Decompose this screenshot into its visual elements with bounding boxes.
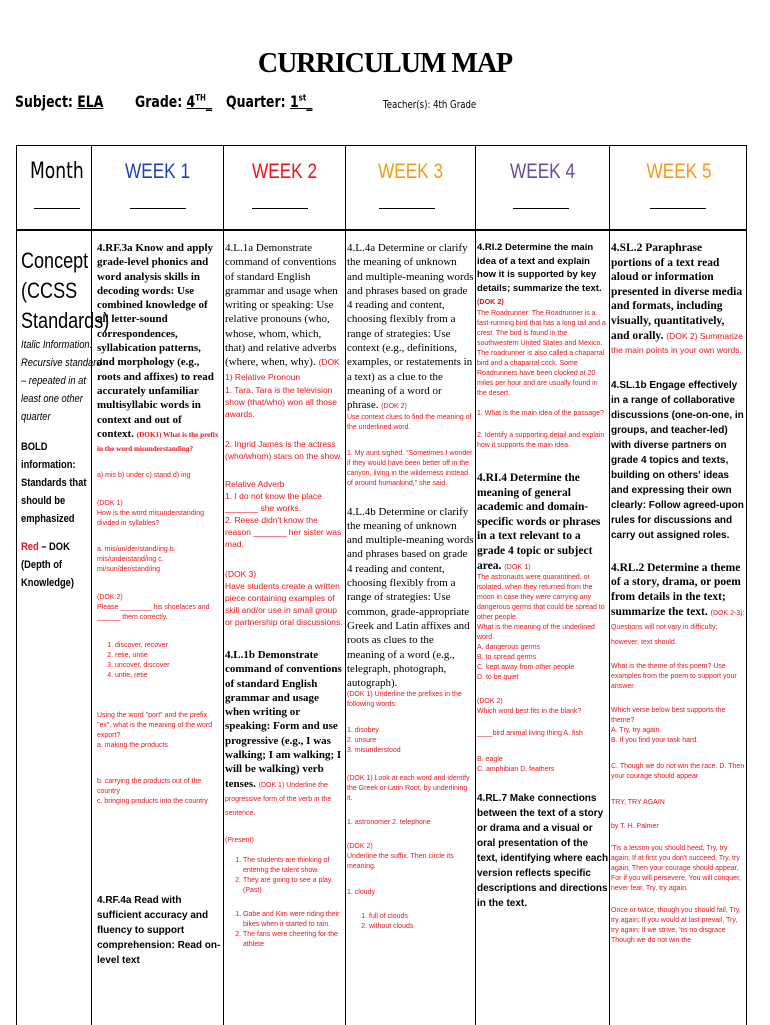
w3-q6: 1. cloudy [347, 889, 376, 897]
teacher-field: Teacher(s): 4th Grade [383, 98, 477, 111]
week5-header: WEEK 5 [646, 160, 712, 183]
w5-standard-rl2: 4.RL.2 Determine a theme of a story, drama, or poem from details in the text; summarize the text. (DOK 2-3): Questions will not vary in difficulty; however, text should. [611, 561, 745, 646]
w4-q2: 2. Identify a supporting detail and explain how it supports the main idea. [477, 431, 605, 449]
w3-standard-l4a: 4.L.4a Determine or clarify the meaning of unknown and multiple-meaning words and phrases based on grade 4 reading and content, choosing flexibly from a range of strategies: Use context (e.g., definitions, examples, or restatements in a text) as a clue to the meaning of a word or phrase. (DOK 2) [347, 242, 474, 412]
w1-dok1b: (DOK 1) [97, 500, 123, 508]
w1-answers-1: a) mis b) under c) stand d) ing [97, 472, 191, 480]
w2-present: (Present) [225, 836, 254, 844]
week2-cell [225, 241, 343, 1021]
italic-legend: Italic Information: Recursive standard – repeated in at least one other quarter [21, 339, 102, 423]
w3-q2: 1. My aunt sighed. "Sometimes I wonder if they would have been better off in the canyon, living in the wilderness instead of around humankind," she said. [347, 449, 473, 487]
red-legend: Red – DOK (Depth of Knowledge) [21, 541, 74, 589]
w4-opt-b: B. to spread germs [477, 654, 537, 662]
w3-q5: Underline the suffix. Then circle its meaning. [347, 853, 454, 871]
w3-options: 1. full of clouds 2. without clouds [347, 912, 474, 932]
month-header: Month [30, 159, 84, 184]
w1-standard-rf4a: 4.RF.4a Read with sufficient accuracy and fluency to support comprehension: Read on-level text [97, 895, 221, 967]
w2-q1: 1. Tara, Tara is the television show (that/who) won all those awards. [225, 384, 337, 419]
w3-words2: 1. astronomer 2. telephone [347, 819, 431, 827]
w5-q2: Which verse below best supports the theme? [611, 707, 726, 725]
w1-q3: Using the word "port" and the prefix "ex", what is the meaning of the word export? [97, 712, 213, 740]
w4-q5: ____bird animal living thing A. fish [477, 730, 583, 738]
w3-standard-l4b: 4.L.4b Determine or clarify the meaning of unknown and multiple-meaning words and phrases based on grade 4 reading and content, choosing flexibly from a range of strategies: Use common, grade-appropriate Greek and Latin affixes and roots as clues to the meaning of a word (e.g., telegraph, photograph, autograph). [347, 505, 474, 690]
subject-field: Subject: ELA [15, 92, 104, 111]
w5-opt-a: A. Try, try again. [611, 727, 662, 735]
concept-l1: Concept [21, 248, 89, 273]
week1-cell [97, 241, 221, 1021]
w4-passage-2: The astronauts were quarantined, or isolated, when they returned from the moon in case they were carrying any dangerous germs that could be spread to other people. [477, 574, 605, 622]
week3-header: WEEK 3 [377, 160, 444, 183]
w4-dok3: (DOK 2) [477, 698, 503, 706]
week2-header: WEEK 2 [251, 160, 318, 183]
w1-q3a: a. making the products [97, 742, 168, 750]
w5-standard-sl1b: 4.SL.1b Engage effectively in a range of collaborative discussions (one-on-one, in groups, and teacher-led) with diverse partners on grade 4 topics and texts, building on others' ideas and expressing their own clearly: Follow agreed-upon rules for discussions and carry out assigned roles. [611, 379, 744, 541]
w1-q3c: c. bringing products into the country [97, 798, 208, 806]
w2-items: 1. The students are thinking of entering the talent show. 2. They are going to see a play. (Past) [225, 856, 343, 896]
w4-standard-ri2: 4.RI.2 Determine the main idea of a text and explain how it is supported by key details; summarize the text. (DOK 2) [477, 242, 602, 307]
w4-standard-rl7: 4.RL.7 Make connections between the text of a story or drama and a visual or oral presentation of the text, identifying where each version reflects specific descriptions and directions in the text. [477, 793, 609, 910]
concept-l3: Standards) [21, 308, 110, 333]
w3-q3: (DOK 1) Underline the prefixes in the following words: [347, 691, 462, 709]
w2-q4: 2. Reese didn't know the reason _______ her sister was mad. [225, 514, 342, 549]
w2-q5: Have students create a written piece containing examples of skill and/or use in small group or partnership oral discussions. [225, 580, 343, 627]
w3-word-3: 3. misunderstood [347, 747, 401, 755]
w1-options-2: 1. discover, recover 2. retie, untie 3. uncover, discover 4. untie, retie [97, 641, 221, 681]
w1-q3b: b. carrying the products out of the country [97, 778, 202, 796]
grade-field: Grade: 4TH_ [135, 92, 213, 111]
w4-passage: The Roadrunner: The Roadrunner is a fast-running bird that has a long tail and a crest. The bird is found in the southwestern United States and Mexico. The roadrunner is also called a chaparral bird and a chaparral cock. Some Roadrunners have been clocked at 20 miles per hour and are usually found in the desert. [477, 309, 606, 397]
w3-dok3: (DOK 2) [347, 843, 373, 851]
w4-opt2-b: B. eagle [477, 756, 503, 764]
w3-q1: Use context clues to find the meaning of the underlined word. [347, 413, 472, 431]
w4-opt-a: A. dangerous germs [477, 644, 541, 652]
w4-opt2-c: C. amphibian D. feathers [477, 766, 555, 774]
w1-q2: Please ________ his shoelaces and ______ them correctly. [97, 604, 210, 622]
w4-q1: 1. What is the main idea of the passage? [477, 409, 604, 417]
page-title: CURRICULUM MAP [257, 48, 513, 79]
w4-opt-d: D. to be quiet [477, 674, 519, 682]
w5-poem-author: by T. H. Palmer [611, 823, 659, 831]
w4-q4: Which word best fits in the blank? [477, 708, 582, 716]
w4-standard-ri4: 4.RI.4 Determine the meaning of general academic and domain-specific words or phrases in a text relevant to a grade 4 topic or subject area. (DOK 1) [477, 471, 601, 572]
w2-items-2: 1. Gabe and Kim were riding their bikes when it started to rain. 2. The fans were cheering for the athlete [225, 910, 343, 950]
w1-standard-rf3a: 4.RF.3a Know and apply grade-level phonics and word analysis skills in decoding words: Use combined knowledge of all letter-sound correspondences, syllabication patterns, and morphology (e.g., roots and affixes) to read accurately unfamiliar multisyllabic words in context and out of context. (DOK1) What is the prefix in the word misunderstanding? [97, 242, 219, 454]
w2-adverb-heading: Relative Adverb [225, 478, 285, 489]
w5-q1: What is the theme of this poem? Use examples from the poem to support your answer. [611, 663, 737, 691]
bold-legend: BOLD information: Standards that should be emphasized [21, 441, 87, 525]
w5-q3: C. Though we do not win the race. D. Then your courage should appear [611, 763, 745, 781]
week4-cell [477, 241, 609, 1021]
w5-opt-b: B. If you find your task hard. [611, 737, 699, 745]
w1-answers-1b: a. mis/un/der/stand/ing b. mis/understand/ing c. mi/sun/der/stand/ing [97, 546, 176, 574]
quarter-field: Quarter: 1st_ [226, 92, 313, 111]
week3-cell [347, 241, 474, 1021]
w3-word-1: 1. disobey [347, 727, 379, 735]
w1-dok2: (DOK 2) [97, 594, 123, 602]
w3-word-2: 2. unsure [347, 737, 377, 745]
w5-standard-sl2: 4.SL.2 Paraphrase portions of a text read aloud or information presented in diverse media and formats, including visually, quantitatively, and orally. (DOK 2) Summarize the main points in your own words. [611, 242, 743, 356]
w5-poem-stanza-1: 'Tis a lesson you should heed, Try, try again; If at first you don't succeed, Try, try again; Then your courage should appear, For if you will persevere, You will conquer, never fear, Try, try again. [611, 845, 741, 893]
w5-poem-title: TRY, TRY AGAIN [611, 799, 665, 807]
week4-header: WEEK 4 [509, 160, 576, 183]
w4-opt-c: C. kept away from other people [477, 664, 575, 672]
w5-poem-stanza-2: Once or twice, though you should fail, Try, try again; If you would at last prevail, Try, try again; If we strive, 'tis no disgrace Though we do not win the [611, 907, 741, 945]
w3-q4: (DOK 1) Look at each word and identify the Greek or Latin Root, by underlining it. [347, 775, 470, 803]
curriculum-table [16, 145, 747, 1025]
w2-q2: 2. Ingrid James is the actress (who/whom) stars on the show. [225, 438, 343, 461]
week1-header: WEEK 1 [124, 160, 191, 183]
w2-standard-l1b: 4.L.1b Demonstrate command of conventions of standard English grammar and usage when writing or speaking: Form and use progressive (e.g., I was walking; I am walking; I will be walking) verb tenses. (DOK 1) Underline the progressive form of the verb in the sentence. [225, 648, 342, 818]
w1-q1b: How is the word misunderstanding divided in syllables? [97, 510, 204, 528]
w2-dok3: (DOK 3) [225, 568, 257, 579]
w2-q3: 1. I do not know the place _______ she works. [225, 490, 322, 513]
concept-l2: (CCSS [21, 278, 78, 303]
week5-cell [611, 241, 745, 1021]
w4-q3: What is the meaning of the underlined word. [477, 624, 595, 642]
w2-standard-l1a: 4.L.1a Demonstrate command of conventions of standard English grammar and usage when writing or speaking: Use relative pronouns (who, whose, whom, which, that) and relative adverbs (where, when, why). (DOK 1) Relative Pronoun [225, 242, 340, 382]
